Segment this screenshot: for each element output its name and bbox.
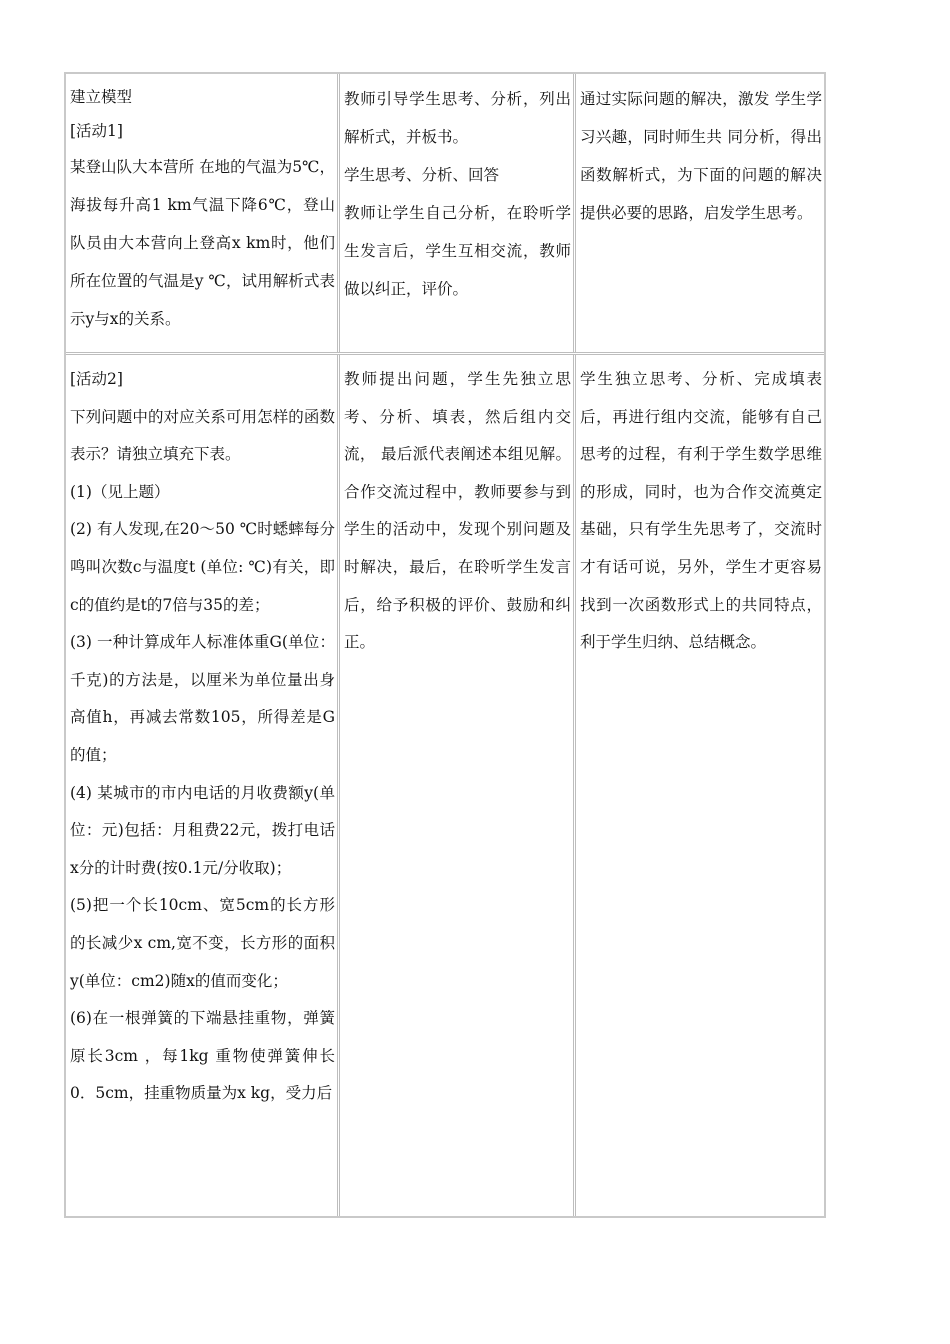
purpose-cell — [576, 74, 824, 352]
list-item: (5)把一个长10cm、宽5cm的长方形的长减少x cm,宽不变，长方形的面积y(单位：cm2)随x的值而变化； — [70, 896, 335, 990]
activity-label: [活动1] — [70, 122, 123, 140]
design-intent: 学生独立思考、分析、完成填表后，再进行组内交流，能够有自己思考的过程，有利于学生数学思维的形成，同时，也为合作交流奠定基础，只有学生先思考了，交流时才有话可说，另外，学生才更容易找到一次函数形式上的共同特点，利于学生归纳、总结概念。 — [580, 370, 822, 652]
list-item: (4) 某城市的市内电话的月收费额y(单位：元)包括：月租费22元，拨打电话x分的计时费(按0.1元/分收取)； — [70, 783, 335, 877]
section-heading: 建立模型 — [70, 88, 133, 106]
activity-intro: 下列问题中的对应关系可用怎样的函数表示？请独立填充下表。 — [70, 407, 335, 464]
list-item: (6)在一根弹簧的下端悬挂重物，弹簧原长3cm ，每1kg 重物使弹簧伸长0．5cm，挂重物质量为x kg，受力后 — [70, 1009, 335, 1103]
list-item: (2) 有人发现,在20～50 ℃时蟋蟀每分鸣叫次数c与温度t (单位: ℃)有关，即c的值约是t的7倍与35的差； — [70, 520, 335, 614]
list-item: (1)（见上题） — [70, 482, 170, 501]
activity-cell — [340, 355, 576, 1216]
lesson-plan-table — [64, 72, 826, 1218]
activity-cell — [340, 74, 576, 352]
table-row-model — [66, 74, 824, 355]
teacher-guidance: 教师提出问题，学生先独立思考、分析、填表，然后组内交流， 最后派代表阐述本组见解。合作交流过程中，教师要参与到学生的活动中，发现个别问题及时解决，最后，在聆听学生发言后，给予积极的评价、鼓励和纠正。 — [344, 370, 571, 652]
purpose-cell — [576, 355, 824, 1216]
table-row-activity2 — [66, 355, 824, 1216]
student-response: 学生思考、分析、回答 — [344, 166, 500, 184]
teacher-guidance: 教师引导学生思考、分析，列出解析式，并板书。 — [344, 90, 571, 146]
design-intent: 通过实际问题的解决，激发 学生学习兴趣，同时师生共 同分析，得出函数解析式，为下面的问题的解决提供必要的思路，启发学生思考。 — [580, 90, 822, 222]
activity-label: [活动2] — [70, 370, 123, 388]
teacher-feedback: 教师让学生自己分析，在聆听学生发言后，学生互相交流，教师做以纠正，评价。 — [344, 204, 571, 298]
content-cell — [66, 355, 340, 1216]
problem-text: 某登山队大本营所 在地的气温为5℃，海拔每升高1 km气温下降6℃，登山队员由大本营向上登高x km时，他们所在位置的气温是y ℃，试用解析式表示y与x的关系。 — [70, 158, 335, 328]
content-cell — [66, 74, 340, 352]
list-item: (3) 一种计算成年人标准体重G(单位：千克)的方法是，以厘米为单位量出身高值h，再减去常数105，所得差是G的值； — [70, 633, 335, 764]
